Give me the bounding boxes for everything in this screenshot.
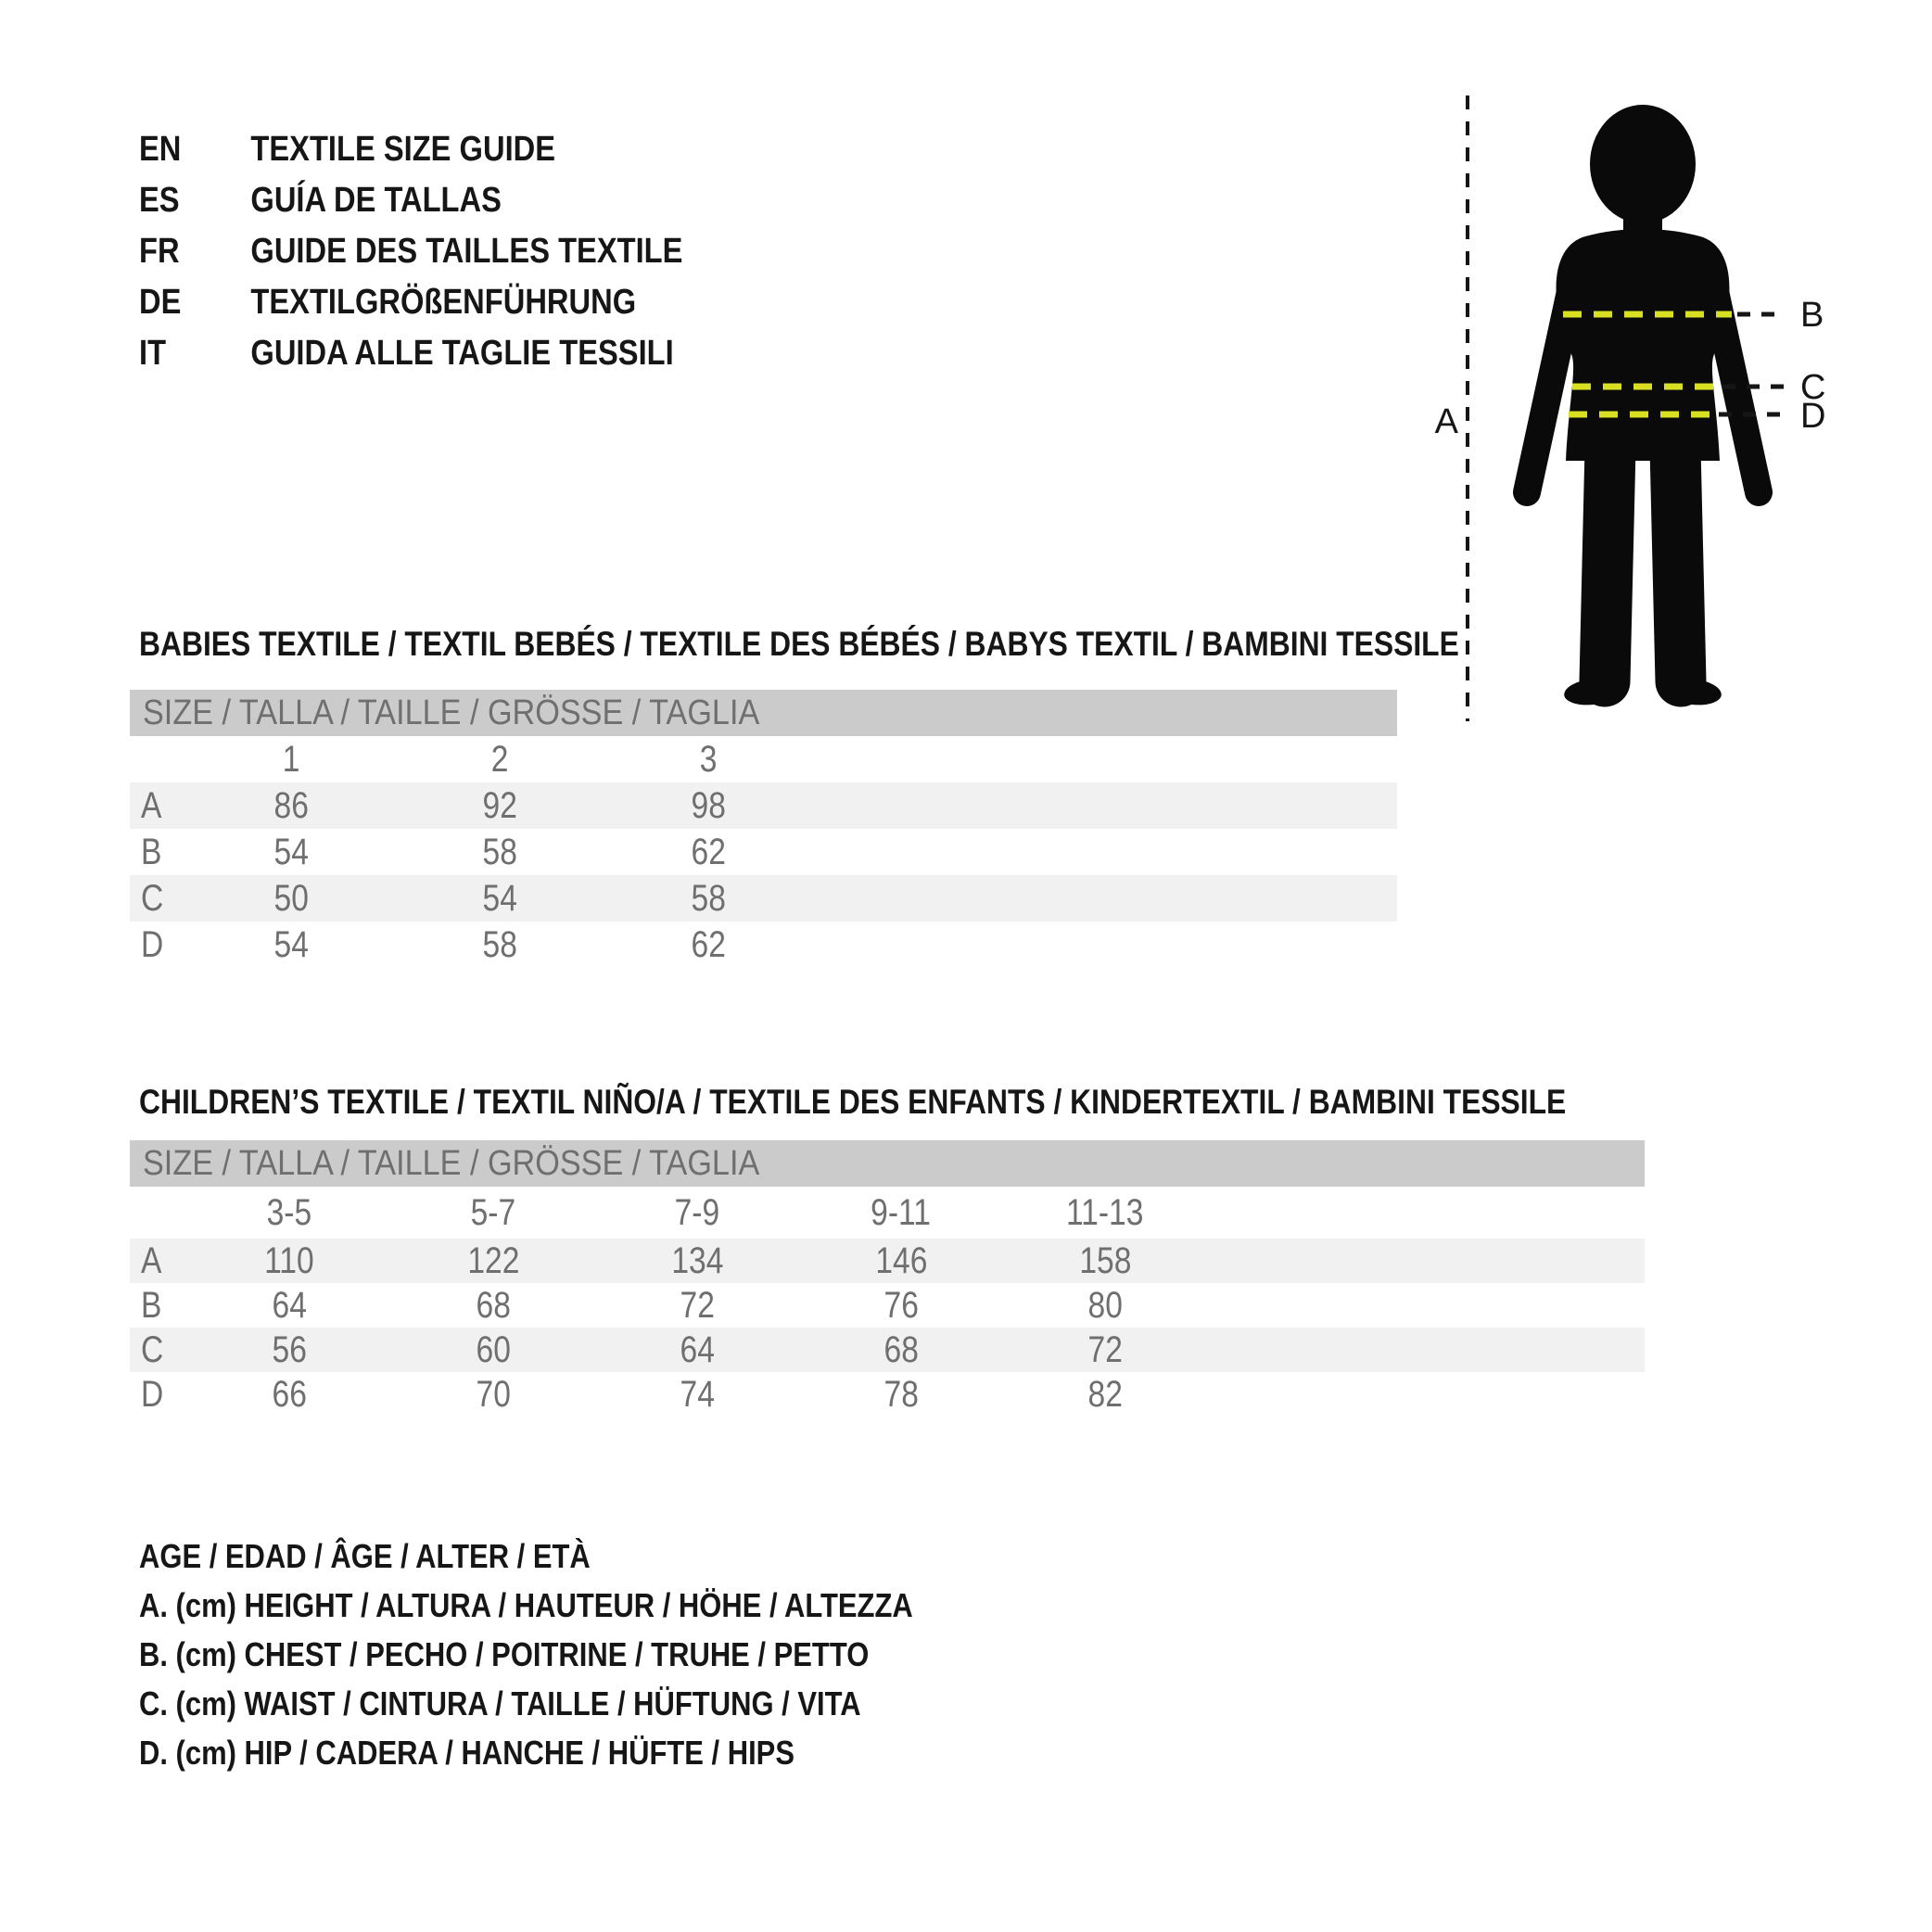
legend-text: C. (cm) WAIST / CINTURA / TAILLE / HÜFTUNG / VITA	[139, 1684, 861, 1722]
column-header-value: 3-5	[266, 1191, 312, 1233]
language-code: DE	[139, 283, 182, 322]
size-value-cell	[187, 878, 396, 920]
language-row	[139, 328, 682, 379]
size-value-cell	[187, 1329, 391, 1371]
column-header	[604, 739, 813, 781]
table-row	[130, 922, 1397, 968]
row-label-value: A	[141, 784, 162, 826]
language-title: GUIDE DES TAILLES TEXTILE	[250, 232, 683, 271]
size-value: 54	[273, 831, 310, 872]
size-value: 98	[691, 784, 727, 826]
size-value-cell	[187, 1240, 391, 1282]
silhouette-left-leg	[1605, 448, 1610, 681]
size-value-cell	[604, 878, 813, 920]
language-row	[139, 226, 682, 277]
language-row	[139, 175, 682, 226]
size-value: 70	[476, 1373, 511, 1415]
size-value-cell	[396, 785, 604, 827]
table-row	[130, 782, 1397, 829]
size-value-cell	[391, 1374, 595, 1416]
size-value: 122	[466, 1239, 520, 1281]
size-value-cell	[396, 832, 604, 873]
column-header-value: 7-9	[674, 1191, 720, 1233]
legend-line	[139, 1532, 1039, 1581]
language-code: ES	[139, 181, 180, 220]
column-header-value: 5-7	[470, 1191, 516, 1233]
column-header-value: 1	[283, 738, 300, 780]
legend-text: B. (cm) CHEST / PECHO / POITRINE / TRUHE / PETTO	[139, 1634, 870, 1673]
size-value-cell	[595, 1240, 799, 1282]
size-value: 80	[1087, 1284, 1123, 1326]
row-label-value: B	[141, 1284, 162, 1326]
size-value: 78	[883, 1373, 919, 1415]
size-value-cell	[604, 924, 813, 966]
size-value: 62	[691, 923, 727, 965]
size-value: 72	[680, 1284, 715, 1326]
size-value: 76	[883, 1284, 919, 1326]
size-value: 56	[272, 1328, 307, 1370]
language-row	[139, 277, 682, 328]
column-header	[187, 739, 396, 781]
row-label	[130, 878, 187, 920]
legend-line	[139, 1679, 1039, 1728]
size-value-cell	[799, 1329, 1003, 1371]
column-header-value: 9-11	[871, 1191, 932, 1233]
size-value: 58	[691, 877, 727, 919]
row-label	[130, 1285, 187, 1327]
babies-section-heading: BABIES TEXTILE / TEXTIL BEBÉS / TEXTILE DES BÉBÉS / BABYS TEXTIL / BAMBINI TESSILE	[139, 625, 1459, 663]
size-value: 68	[476, 1284, 511, 1326]
size-value-cell	[595, 1285, 799, 1327]
size-value: 66	[272, 1373, 307, 1415]
size-value-cell	[187, 1374, 391, 1416]
table-header-bar	[130, 690, 1397, 736]
table-header-label: SIZE / TALLA / TAILLE / GRÖSSE / TAGLIA	[143, 693, 760, 732]
size-value: 82	[1087, 1373, 1123, 1415]
column-header	[1003, 1192, 1207, 1234]
size-value-cell	[187, 924, 396, 966]
row-label-value: B	[141, 831, 162, 872]
size-value-cell	[396, 878, 604, 920]
size-value: 58	[482, 923, 518, 965]
language-code: EN	[139, 130, 182, 169]
size-value: 64	[272, 1284, 307, 1326]
babies-size-table	[130, 690, 1397, 968]
column-header-value: 3	[700, 738, 718, 780]
size-value: 86	[273, 784, 310, 826]
language-code: IT	[139, 334, 167, 373]
size-value-cell	[187, 785, 396, 827]
silhouette-torso	[1557, 229, 1730, 461]
size-value-cell	[799, 1285, 1003, 1327]
legend-line	[139, 1630, 1039, 1679]
column-header-value: 2	[491, 738, 509, 780]
size-value: 64	[680, 1328, 715, 1370]
size-value: 158	[1078, 1239, 1132, 1281]
child-silhouette	[1527, 105, 1759, 708]
row-label-value: D	[141, 1373, 164, 1415]
figure-label-a: A	[1434, 402, 1458, 441]
legend-line	[139, 1728, 1039, 1777]
row-label	[130, 1374, 187, 1416]
row-label	[130, 832, 187, 873]
size-value: 50	[273, 877, 310, 919]
size-value-cell	[1003, 1285, 1207, 1327]
size-value-cell	[396, 924, 604, 966]
table-row	[130, 1239, 1645, 1283]
table-row	[130, 1283, 1645, 1328]
figure-label-c: C	[1800, 368, 1826, 407]
column-header	[391, 1192, 595, 1234]
measurement-figure	[1391, 79, 1932, 728]
column-header	[396, 739, 604, 781]
row-label	[130, 1240, 187, 1282]
table-row	[130, 829, 1397, 875]
size-value: 54	[273, 923, 310, 965]
size-value-cell	[799, 1374, 1003, 1416]
row-label	[130, 785, 187, 827]
size-value: 110	[264, 1239, 314, 1281]
row-label	[130, 924, 187, 966]
language-title: GUÍA DE TALLAS	[250, 181, 502, 220]
row-label	[130, 1329, 187, 1371]
size-value-cell	[595, 1329, 799, 1371]
table-row	[130, 1372, 1645, 1417]
size-value-cell	[187, 1285, 391, 1327]
row-label-value: C	[141, 877, 164, 919]
language-list	[139, 124, 771, 379]
legend-text: A. (cm) HEIGHT / ALTURA / HAUTEUR / HÖHE / ALTEZZA	[139, 1585, 913, 1624]
measurement-legend	[139, 1532, 1039, 1777]
size-value: 62	[691, 831, 727, 872]
size-value: 54	[482, 877, 518, 919]
language-row	[139, 124, 682, 175]
language-title: TEXTILGRÖßENFÜHRUNG	[250, 283, 637, 322]
size-value: 72	[1087, 1328, 1123, 1370]
language-title: TEXTILE SIZE GUIDE	[250, 130, 556, 169]
children-size-table	[130, 1140, 1645, 1417]
size-value-cell	[391, 1329, 595, 1371]
column-header	[595, 1192, 799, 1234]
table-row	[130, 875, 1397, 922]
column-header	[187, 1192, 391, 1234]
row-label-value: D	[141, 923, 164, 965]
size-value-cell	[1003, 1374, 1207, 1416]
size-value-cell	[799, 1240, 1003, 1282]
size-value-cell	[1003, 1240, 1207, 1282]
column-header	[799, 1192, 1003, 1234]
children-section-heading: CHILDREN’S TEXTILE / TEXTIL NIÑO/A / TEXTILE DES ENFANTS / KINDERTEXTIL / BAMBINI TESSILE	[139, 1083, 1567, 1121]
language-title: GUIDA ALLE TAGLIE TESSILI	[250, 334, 674, 373]
table-header-label: SIZE / TALLA / TAILLE / GRÖSSE / TAGLIA	[143, 1143, 760, 1183]
size-value: 68	[883, 1328, 919, 1370]
row-label-value: C	[141, 1328, 164, 1370]
legend-line	[139, 1581, 1039, 1630]
table-header-bar	[130, 1140, 1645, 1187]
size-value: 58	[482, 831, 518, 872]
figure-label-d: D	[1800, 397, 1826, 436]
column-header-value: 11-13	[1066, 1191, 1144, 1233]
size-value-cell	[391, 1240, 595, 1282]
size-value-cell	[595, 1374, 799, 1416]
size-value: 146	[874, 1239, 928, 1281]
size-value: 60	[476, 1328, 511, 1370]
table-row	[130, 1328, 1645, 1372]
size-value-cell	[604, 785, 813, 827]
size-value-cell	[391, 1285, 595, 1327]
row-label-value: A	[141, 1239, 162, 1281]
size-value: 92	[482, 784, 518, 826]
column-header-row	[130, 1187, 1645, 1239]
language-code: FR	[139, 232, 180, 271]
size-value: 74	[680, 1373, 715, 1415]
size-value-cell	[604, 832, 813, 873]
legend-text: AGE / EDAD / ÂGE / ALTER / ETÀ	[139, 1536, 591, 1575]
size-value: 134	[670, 1239, 724, 1281]
legend-text: D. (cm) HIP / CADERA / HANCHE / HÜFTE / HIPS	[139, 1733, 794, 1772]
size-value-cell	[1003, 1329, 1207, 1371]
column-header-row	[130, 736, 1397, 782]
silhouette-right-leg	[1675, 448, 1681, 681]
figure-label-b: B	[1800, 296, 1824, 335]
size-value-cell	[187, 832, 396, 873]
